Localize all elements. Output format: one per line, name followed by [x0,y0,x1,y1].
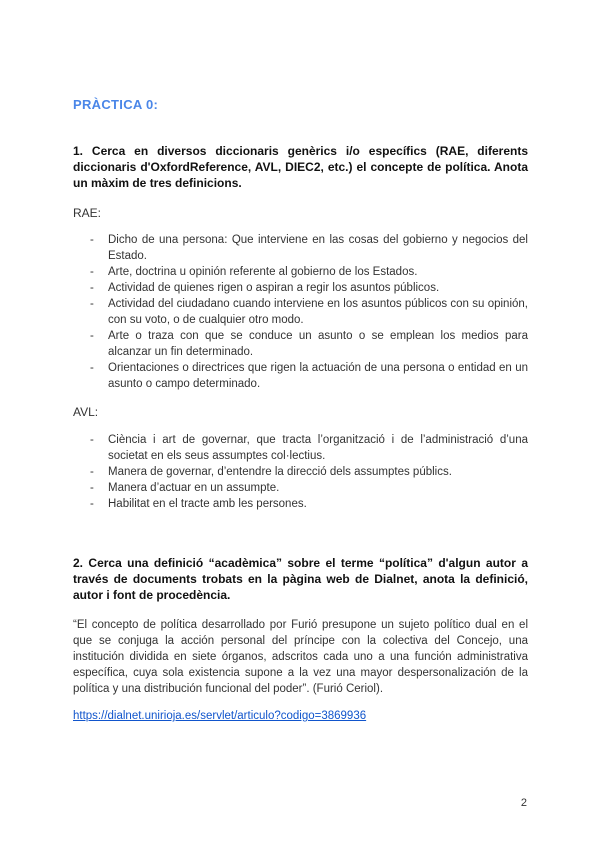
question-1: 1. Cerca en diversos diccionaris genèrics i/o específics (RAE, diferents diccionaris d'OxfordReference, AVL, DIEC2, etc.) el concepte de política. Anota un màxim de tres definicions. [73,144,528,190]
list-item: - Habilitat en el tracte amb les persones. [73,496,528,512]
avl-label: AVL: [73,405,99,419]
rae-label: RAE: [73,206,102,220]
rae-definitions [73,232,528,392]
list-item: - Ciència i art de governar, que tracta l’organització i de l’administració d’una societat en els seus assumptes col·lectius. [73,432,528,464]
page-number: 2 [520,797,527,809]
question-2: 2. Cerca una definició “acadèmica” sobre el terme “política” d'algun autor a través de documents trobats en la pàgina web de Dialnet, anota la definició, autor i font de procedència. [73,556,528,602]
list-item: - Manera de governar, d’entendre la direcció dels assumptes públics. [73,464,528,480]
list-item: - Actividad del ciudadano cuando interviene en los asuntos públicos con su opinión, con su voto, o de cualquier otro modo. [73,296,528,328]
list-item: - Actividad de quienes rigen o aspiran a regir los asuntos públicos. [73,280,528,296]
list-item: - Arte o traza con que se conduce un asunto o se emplean los medios para alcanzar un fin determinado. [73,328,528,360]
list-item: - Dicho de una persona: Que interviene en las cosas del gobierno y negocios del Estado. [73,232,528,264]
academic-quote: “El concepto de política desarrollado por Furió presupone un sujeto político dual en el que se conjuga la acción personal del príncipe con la colectiva del Concejo, una institución dividida en siete órganos, adscritos cada uno a una función administrativa específica, cuya sola existencia supone a la vez una mayor despersonalización de la política y una distribución funcional del poder”. (Furió Ceriol). [73,619,528,695]
list-item: - Orientaciones o directrices que rigen la actuación de una persona o entidad en un asunto o campo determinado. [73,360,528,392]
page-title: PRÀCTICA 0: [73,97,159,112]
dialnet-link[interactable]: https://dialnet.unirioja.es/servlet/articulo?codigo=3869936 [73,710,367,722]
list-item: - Manera d’actuar en un assumpte. [73,480,528,496]
list-item: - Arte, doctrina u opinión referente al gobierno de los Estados. [73,264,528,280]
avl-definitions [73,432,528,512]
